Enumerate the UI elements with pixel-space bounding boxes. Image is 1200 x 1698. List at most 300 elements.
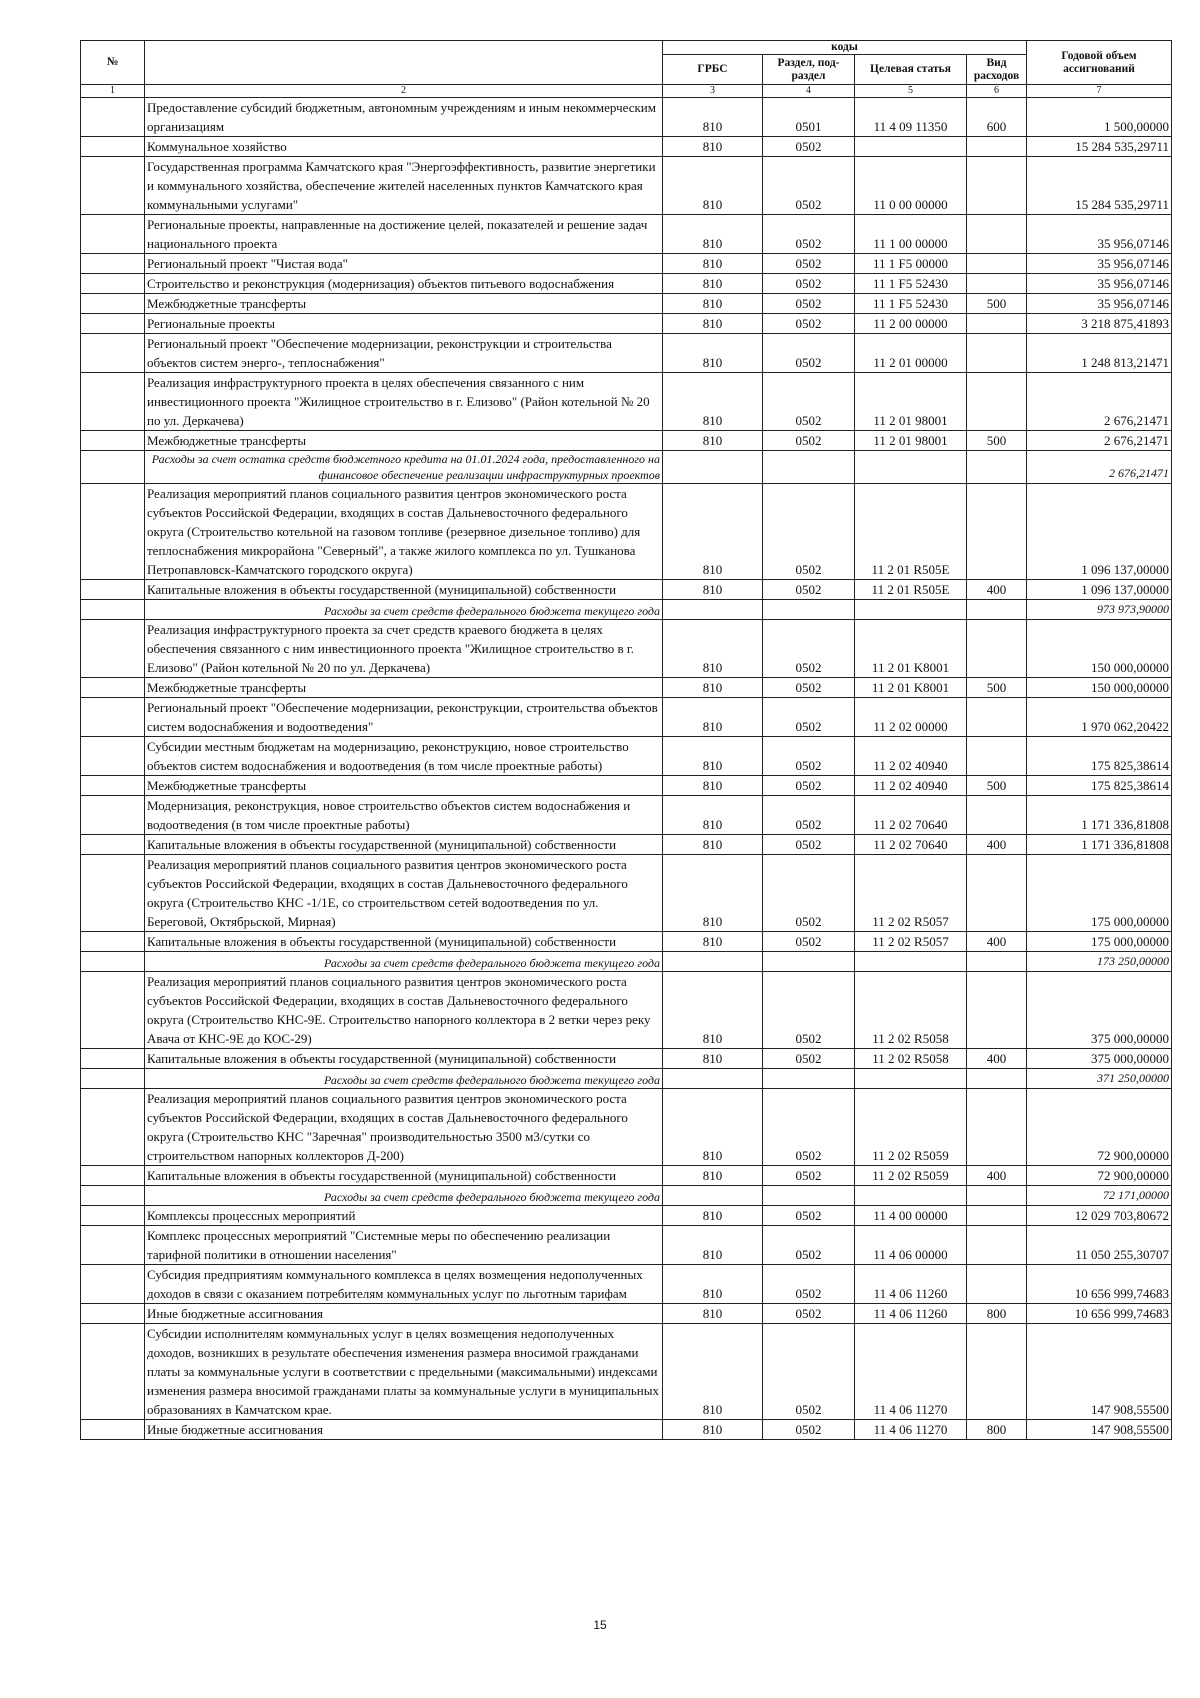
cell-amount: 15 284 535,29711 xyxy=(1027,137,1172,157)
cell-num xyxy=(81,137,145,157)
cell-target: 11 2 01 98001 xyxy=(855,373,967,431)
cell-name: Межбюджетные трансферты xyxy=(145,776,663,796)
cell-target: 11 2 01 R505E xyxy=(855,580,967,600)
cell-grbs: 810 xyxy=(663,678,763,698)
table-row xyxy=(81,1304,1172,1324)
cell-target: 11 4 09 11350 xyxy=(855,98,967,137)
cell-grbs: 810 xyxy=(663,215,763,254)
cell-kind: 800 xyxy=(967,1420,1027,1440)
column-number: 6 xyxy=(967,85,1027,98)
cell-grbs xyxy=(663,952,763,972)
header-target: Целевая статья xyxy=(855,55,967,85)
cell-amount: 175 000,00000 xyxy=(1027,932,1172,952)
cell-kind xyxy=(967,698,1027,737)
cell-amount: 175 000,00000 xyxy=(1027,855,1172,932)
cell-target: 11 2 02 40940 xyxy=(855,776,967,796)
table-row xyxy=(81,737,1172,776)
cell-section: 0502 xyxy=(763,620,855,678)
cell-kind xyxy=(967,620,1027,678)
cell-kind: 400 xyxy=(967,1166,1027,1186)
cell-num xyxy=(81,1049,145,1069)
cell-kind: 400 xyxy=(967,580,1027,600)
cell-amount: 147 908,55500 xyxy=(1027,1324,1172,1420)
table-note-row xyxy=(81,952,1172,972)
budget-table xyxy=(80,40,1172,1440)
cell-grbs: 810 xyxy=(663,737,763,776)
page-number: 15 xyxy=(593,1618,607,1632)
cell-target xyxy=(855,137,967,157)
cell-num xyxy=(81,314,145,334)
column-number: 4 xyxy=(763,85,855,98)
cell-section: 0502 xyxy=(763,972,855,1049)
table-row xyxy=(81,431,1172,451)
cell-kind xyxy=(967,1206,1027,1226)
cell-num xyxy=(81,1324,145,1420)
cell-section xyxy=(763,1186,855,1206)
cell-target: 11 1 F5 52430 xyxy=(855,294,967,314)
header-codes: коды xyxy=(663,41,1027,55)
cell-kind xyxy=(967,334,1027,373)
cell-num xyxy=(81,294,145,314)
cell-name: Капитальные вложения в объекты государственной (муниципальной) собственности xyxy=(145,580,663,600)
cell-section: 0502 xyxy=(763,1226,855,1265)
cell-grbs: 810 xyxy=(663,137,763,157)
column-number: 7 xyxy=(1027,85,1172,98)
table-row xyxy=(81,678,1172,698)
cell-num xyxy=(81,678,145,698)
table-row xyxy=(81,1265,1172,1304)
cell-grbs xyxy=(663,1069,763,1089)
cell-kind: 500 xyxy=(967,294,1027,314)
cell-kind: 400 xyxy=(967,835,1027,855)
column-number: 1 xyxy=(81,85,145,98)
cell-target: 11 2 02 70640 xyxy=(855,796,967,835)
cell-amount: 1 096 137,00000 xyxy=(1027,484,1172,580)
cell-section: 0502 xyxy=(763,678,855,698)
cell-name: Расходы за счет остатка средств бюджетного кредита на 01.01.2024 года, предоставленного на финансовое обеспечение реализации инфраструктурных проектов xyxy=(145,451,663,484)
cell-section xyxy=(763,1069,855,1089)
table-row xyxy=(81,274,1172,294)
cell-kind xyxy=(967,274,1027,294)
cell-target: 11 4 00 00000 xyxy=(855,1206,967,1226)
table-row xyxy=(81,932,1172,952)
cell-section: 0502 xyxy=(763,835,855,855)
cell-section: 0502 xyxy=(763,1265,855,1304)
cell-kind xyxy=(967,1069,1027,1089)
cell-kind: 600 xyxy=(967,98,1027,137)
table-row xyxy=(81,1089,1172,1166)
cell-target: 11 2 00 00000 xyxy=(855,314,967,334)
cell-target: 11 2 01 00000 xyxy=(855,334,967,373)
cell-num xyxy=(81,1166,145,1186)
cell-grbs: 810 xyxy=(663,1265,763,1304)
header-section: Раздел, под-раздел xyxy=(763,55,855,85)
table-row xyxy=(81,334,1172,373)
cell-grbs xyxy=(663,451,763,484)
cell-target: 11 2 02 R5058 xyxy=(855,972,967,1049)
cell-amount: 72 171,00000 xyxy=(1027,1186,1172,1206)
cell-target xyxy=(855,451,967,484)
table-row xyxy=(81,1049,1172,1069)
cell-section: 0501 xyxy=(763,98,855,137)
cell-kind xyxy=(967,796,1027,835)
cell-grbs: 810 xyxy=(663,1420,763,1440)
cell-amount: 150 000,00000 xyxy=(1027,678,1172,698)
cell-kind xyxy=(967,215,1027,254)
cell-section: 0502 xyxy=(763,484,855,580)
cell-section: 0502 xyxy=(763,855,855,932)
cell-kind: 400 xyxy=(967,932,1027,952)
cell-kind: 500 xyxy=(967,678,1027,698)
table-row xyxy=(81,157,1172,215)
cell-name: Региональные проекты, направленные на достижение целей, показателей и решение задач национального проекта xyxy=(145,215,663,254)
cell-num xyxy=(81,1265,145,1304)
cell-target: 11 2 02 R5057 xyxy=(855,932,967,952)
table-row xyxy=(81,1226,1172,1265)
cell-amount: 10 656 999,74683 xyxy=(1027,1265,1172,1304)
cell-amount: 35 956,07146 xyxy=(1027,274,1172,294)
cell-num xyxy=(81,1226,145,1265)
cell-name: Реализация мероприятий планов социального развития центров экономического роста субъектов Российской Федерации, входящих в состав Дальневосточного федерального округа (Строительство котельной на газовом топливе (резервное дизельное топливо) для теплоснабжения микрорайона "Северный", а также жилого комплекса по ул. Тушканова Петропавловск-Камчатского городского округа) xyxy=(145,484,663,580)
cell-name: Субсидии местным бюджетам на модернизацию, реконструкцию, новое строительство объектов систем водоснабжения и водоотведения (в том числе проектные работы) xyxy=(145,737,663,776)
cell-section: 0502 xyxy=(763,737,855,776)
cell-name: Субсидия предприятиям коммунального комплекса в целях возмещения недополученных доходов в связи с оказанием потребителям коммунальных услуг по льготным тарифам xyxy=(145,1265,663,1304)
cell-section xyxy=(763,600,855,620)
cell-kind xyxy=(967,972,1027,1049)
cell-num xyxy=(81,157,145,215)
cell-kind: 400 xyxy=(967,1049,1027,1069)
table-row xyxy=(81,373,1172,431)
cell-target: 11 1 F5 00000 xyxy=(855,254,967,274)
cell-num xyxy=(81,600,145,620)
table-header xyxy=(81,41,1172,98)
cell-num xyxy=(81,835,145,855)
cell-name: Расходы за счет средств федерального бюджета текущего года xyxy=(145,1069,663,1089)
cell-kind xyxy=(967,737,1027,776)
cell-grbs: 810 xyxy=(663,431,763,451)
cell-grbs: 810 xyxy=(663,620,763,678)
cell-grbs: 810 xyxy=(663,1226,763,1265)
cell-grbs: 810 xyxy=(663,932,763,952)
table-note-row xyxy=(81,1186,1172,1206)
cell-target: 11 4 06 11270 xyxy=(855,1324,967,1420)
cell-name: Коммунальное хозяйство xyxy=(145,137,663,157)
cell-num xyxy=(81,484,145,580)
cell-section: 0502 xyxy=(763,157,855,215)
cell-section: 0502 xyxy=(763,796,855,835)
table-row xyxy=(81,137,1172,157)
cell-amount: 173 250,00000 xyxy=(1027,952,1172,972)
cell-section: 0502 xyxy=(763,373,855,431)
cell-target xyxy=(855,952,967,972)
cell-target: 11 2 02 R5059 xyxy=(855,1089,967,1166)
table-row xyxy=(81,580,1172,600)
cell-name: Предоставление субсидий бюджетным, автономным учреждениям и иным некоммерческим организациям xyxy=(145,98,663,137)
cell-num xyxy=(81,215,145,254)
cell-amount: 12 029 703,80672 xyxy=(1027,1206,1172,1226)
cell-target: 11 0 00 00000 xyxy=(855,157,967,215)
cell-name: Капитальные вложения в объекты государственной (муниципальной) собственности xyxy=(145,1049,663,1069)
cell-name: Капитальные вложения в объекты государственной (муниципальной) собственности xyxy=(145,1166,663,1186)
table-body xyxy=(81,98,1172,1440)
cell-target xyxy=(855,600,967,620)
cell-num xyxy=(81,1186,145,1206)
table-row xyxy=(81,835,1172,855)
cell-name: Региональный проект "Чистая вода" xyxy=(145,254,663,274)
cell-num xyxy=(81,334,145,373)
cell-grbs: 810 xyxy=(663,1206,763,1226)
cell-grbs: 810 xyxy=(663,1324,763,1420)
cell-section xyxy=(763,451,855,484)
cell-section: 0502 xyxy=(763,1324,855,1420)
cell-kind xyxy=(967,373,1027,431)
cell-grbs: 810 xyxy=(663,334,763,373)
table-row xyxy=(81,698,1172,737)
cell-target: 11 2 02 R5059 xyxy=(855,1166,967,1186)
table-note-row xyxy=(81,1069,1172,1089)
cell-section: 0502 xyxy=(763,334,855,373)
cell-grbs: 810 xyxy=(663,373,763,431)
cell-amount: 1 500,00000 xyxy=(1027,98,1172,137)
cell-kind: 500 xyxy=(967,776,1027,796)
cell-target: 11 4 06 11260 xyxy=(855,1265,967,1304)
cell-section: 0502 xyxy=(763,580,855,600)
cell-amount: 2 676,21471 xyxy=(1027,431,1172,451)
cell-section: 0502 xyxy=(763,776,855,796)
cell-section: 0502 xyxy=(763,1420,855,1440)
cell-amount: 175 825,38614 xyxy=(1027,776,1172,796)
cell-name: Межбюджетные трансферты xyxy=(145,431,663,451)
cell-grbs: 810 xyxy=(663,314,763,334)
table-row xyxy=(81,776,1172,796)
cell-kind xyxy=(967,1324,1027,1420)
cell-num xyxy=(81,796,145,835)
cell-amount: 2 676,21471 xyxy=(1027,451,1172,484)
cell-amount: 35 956,07146 xyxy=(1027,294,1172,314)
cell-name: Межбюджетные трансферты xyxy=(145,678,663,698)
cell-section: 0502 xyxy=(763,215,855,254)
cell-num xyxy=(81,373,145,431)
cell-name: Субсидии исполнителям коммунальных услуг в целях возмещения недополученных доходов, возникших в результате обеспечения изменения размера вносимой гражданами платы за коммунальные услуги в соответствии с предельными (максимальными) индексами изменения размера вносимой гражданами платы за коммунальные услуги в муниципальных образованиях в Камчатском крае. xyxy=(145,1324,663,1420)
cell-kind xyxy=(967,451,1027,484)
cell-target: 11 4 06 11270 xyxy=(855,1420,967,1440)
cell-name: Расходы за счет средств федерального бюджета текущего года xyxy=(145,1186,663,1206)
header-grbs: ГРБС xyxy=(663,55,763,85)
cell-num xyxy=(81,1304,145,1324)
cell-grbs: 810 xyxy=(663,776,763,796)
cell-section: 0502 xyxy=(763,431,855,451)
cell-num xyxy=(81,737,145,776)
cell-amount: 11 050 255,30707 xyxy=(1027,1226,1172,1265)
cell-grbs: 810 xyxy=(663,294,763,314)
column-number: 3 xyxy=(663,85,763,98)
cell-amount: 3 218 875,41893 xyxy=(1027,314,1172,334)
cell-name: Региональный проект "Обеспечение модернизации, реконструкции, строительства объектов систем водоснабжения и водоотведения" xyxy=(145,698,663,737)
header-name xyxy=(145,41,663,85)
cell-kind xyxy=(967,855,1027,932)
cell-name: Модернизация, реконструкция, новое строительство объектов систем водоснабжения и водоотведения (в том числе проектные работы) xyxy=(145,796,663,835)
column-number-row xyxy=(81,85,1172,98)
cell-amount: 72 900,00000 xyxy=(1027,1089,1172,1166)
cell-section: 0502 xyxy=(763,254,855,274)
cell-section: 0502 xyxy=(763,294,855,314)
cell-amount: 35 956,07146 xyxy=(1027,254,1172,274)
cell-name: Строительство и реконструкция (модернизация) объектов питьевого водоснабжения xyxy=(145,274,663,294)
cell-kind xyxy=(967,600,1027,620)
budget-sheet xyxy=(80,40,1172,1440)
cell-name: Иные бюджетные ассигнования xyxy=(145,1420,663,1440)
cell-section xyxy=(763,952,855,972)
cell-target: 11 1 F5 52430 xyxy=(855,274,967,294)
table-row xyxy=(81,1420,1172,1440)
cell-name: Расходы за счет средств федерального бюджета текущего года xyxy=(145,952,663,972)
cell-num xyxy=(81,431,145,451)
column-number: 5 xyxy=(855,85,967,98)
cell-num xyxy=(81,932,145,952)
table-row xyxy=(81,98,1172,137)
cell-section: 0502 xyxy=(763,1166,855,1186)
cell-name: Реализация инфраструктурного проекта за счет средств краевого бюджета в целях обеспечения связанного с ним инвестиционного проекта "Жилищное строительство в г. Елизово" (Район котельной № 20 по ул. Деркачева) xyxy=(145,620,663,678)
cell-num xyxy=(81,1089,145,1166)
cell-kind xyxy=(967,484,1027,580)
cell-amount: 1 171 336,81808 xyxy=(1027,796,1172,835)
column-number: 2 xyxy=(145,85,663,98)
cell-name: Реализация мероприятий планов социального развития центров экономического роста субъектов Российской Федерации, входящих в состав Дальневосточного федерального округа (Строительство КНС-9Е. Строительство напорного коллектора в 2 ветки через реку Авача от КНС-9Е до КОС-29) xyxy=(145,972,663,1049)
table-row xyxy=(81,796,1172,835)
cell-num xyxy=(81,1420,145,1440)
cell-target: 11 2 02 00000 xyxy=(855,698,967,737)
table-row xyxy=(81,294,1172,314)
table-row xyxy=(81,620,1172,678)
cell-name: Иные бюджетные ассигнования xyxy=(145,1304,663,1324)
cell-section: 0502 xyxy=(763,698,855,737)
cell-amount: 371 250,00000 xyxy=(1027,1069,1172,1089)
cell-num xyxy=(81,580,145,600)
cell-amount: 175 825,38614 xyxy=(1027,737,1172,776)
cell-section: 0502 xyxy=(763,932,855,952)
table-row xyxy=(81,314,1172,334)
cell-section: 0502 xyxy=(763,1049,855,1069)
cell-grbs: 810 xyxy=(663,835,763,855)
cell-section: 0502 xyxy=(763,314,855,334)
cell-grbs: 810 xyxy=(663,1304,763,1324)
table-note-row xyxy=(81,451,1172,484)
cell-name: Капитальные вложения в объекты государственной (муниципальной) собственности xyxy=(145,932,663,952)
cell-grbs: 810 xyxy=(663,796,763,835)
cell-name: Расходы за счет средств федерального бюджета текущего года xyxy=(145,600,663,620)
cell-grbs: 810 xyxy=(663,972,763,1049)
cell-num xyxy=(81,855,145,932)
cell-target: 11 2 01 98001 xyxy=(855,431,967,451)
header-num: № xyxy=(81,41,145,85)
table-note-row xyxy=(81,600,1172,620)
cell-section: 0502 xyxy=(763,1304,855,1324)
cell-target xyxy=(855,1186,967,1206)
cell-amount: 973 973,90000 xyxy=(1027,600,1172,620)
cell-kind xyxy=(967,254,1027,274)
cell-section: 0502 xyxy=(763,274,855,294)
cell-grbs xyxy=(663,600,763,620)
cell-kind xyxy=(967,137,1027,157)
cell-num xyxy=(81,254,145,274)
cell-target: 11 2 02 R5058 xyxy=(855,1049,967,1069)
cell-grbs: 810 xyxy=(663,274,763,294)
cell-num xyxy=(81,274,145,294)
cell-target: 11 4 06 11260 xyxy=(855,1304,967,1324)
cell-name: Региональные проекты xyxy=(145,314,663,334)
cell-amount: 1 970 062,20422 xyxy=(1027,698,1172,737)
cell-kind: 800 xyxy=(967,1304,1027,1324)
header-amount: Годовой объем ассигнований xyxy=(1027,41,1172,85)
cell-name: Реализация мероприятий планов социального развития центров экономического роста субъектов Российской Федерации, входящих в состав Дальневосточного федерального округа (Строительство КНС -1/1Е, со строительством сетей водоотведения по ул. Береговой, Октябрьской, Мирная) xyxy=(145,855,663,932)
cell-kind xyxy=(967,157,1027,215)
cell-amount: 375 000,00000 xyxy=(1027,972,1172,1049)
cell-kind xyxy=(967,1089,1027,1166)
table-row xyxy=(81,1324,1172,1420)
cell-kind xyxy=(967,314,1027,334)
cell-target xyxy=(855,1069,967,1089)
table-row xyxy=(81,855,1172,932)
cell-grbs: 810 xyxy=(663,254,763,274)
cell-grbs: 810 xyxy=(663,698,763,737)
table-row xyxy=(81,254,1172,274)
cell-target: 11 4 06 00000 xyxy=(855,1226,967,1265)
cell-kind xyxy=(967,1186,1027,1206)
cell-name: Комплекс процессных мероприятий "Системные меры по обеспечению реализации тарифной политики в отношении населения" xyxy=(145,1226,663,1265)
cell-grbs: 810 xyxy=(663,1089,763,1166)
cell-num xyxy=(81,1206,145,1226)
header-kind: Вид расходов xyxy=(967,55,1027,85)
cell-target: 11 2 02 70640 xyxy=(855,835,967,855)
cell-kind xyxy=(967,1226,1027,1265)
cell-amount: 35 956,07146 xyxy=(1027,215,1172,254)
cell-num xyxy=(81,776,145,796)
cell-name: Региональный проект "Обеспечение модернизации, реконструкции и строительства объектов систем энерго-, теплоснабжения" xyxy=(145,334,663,373)
cell-amount: 15 284 535,29711 xyxy=(1027,157,1172,215)
cell-target: 11 1 00 00000 xyxy=(855,215,967,254)
cell-kind: 500 xyxy=(967,431,1027,451)
table-row xyxy=(81,484,1172,580)
cell-amount: 150 000,00000 xyxy=(1027,620,1172,678)
cell-grbs: 810 xyxy=(663,1049,763,1069)
cell-grbs xyxy=(663,1186,763,1206)
table-row xyxy=(81,215,1172,254)
cell-target: 11 2 02 40940 xyxy=(855,737,967,776)
cell-grbs: 810 xyxy=(663,484,763,580)
cell-kind xyxy=(967,1265,1027,1304)
cell-amount: 1 248 813,21471 xyxy=(1027,334,1172,373)
cell-amount: 375 000,00000 xyxy=(1027,1049,1172,1069)
cell-section: 0502 xyxy=(763,137,855,157)
cell-amount: 10 656 999,74683 xyxy=(1027,1304,1172,1324)
cell-num xyxy=(81,972,145,1049)
cell-target: 11 2 01 K8001 xyxy=(855,620,967,678)
cell-amount: 72 900,00000 xyxy=(1027,1166,1172,1186)
cell-amount: 1 096 137,00000 xyxy=(1027,580,1172,600)
cell-name: Реализация инфраструктурного проекта в целях обеспечения связанного с ним инвестиционного проекта "Жилищное строительство в г. Елизово" (Район котельной № 20 по ул. Деркачева) xyxy=(145,373,663,431)
cell-name: Реализация мероприятий планов социального развития центров экономического роста субъектов Российской Федерации, входящих в состав Дальневосточного федерального округа (Строительство КНС "Заречная" производительностью 3500 м3/сутки со строительством напорных коллекторов Д-200) xyxy=(145,1089,663,1166)
cell-grbs: 810 xyxy=(663,1166,763,1186)
cell-amount: 2 676,21471 xyxy=(1027,373,1172,431)
cell-num xyxy=(81,451,145,484)
cell-num xyxy=(81,98,145,137)
cell-grbs: 810 xyxy=(663,580,763,600)
cell-num xyxy=(81,620,145,678)
cell-amount: 147 908,55500 xyxy=(1027,1420,1172,1440)
cell-grbs: 810 xyxy=(663,98,763,137)
cell-target: 11 2 01 R505E xyxy=(855,484,967,580)
cell-grbs: 810 xyxy=(663,157,763,215)
